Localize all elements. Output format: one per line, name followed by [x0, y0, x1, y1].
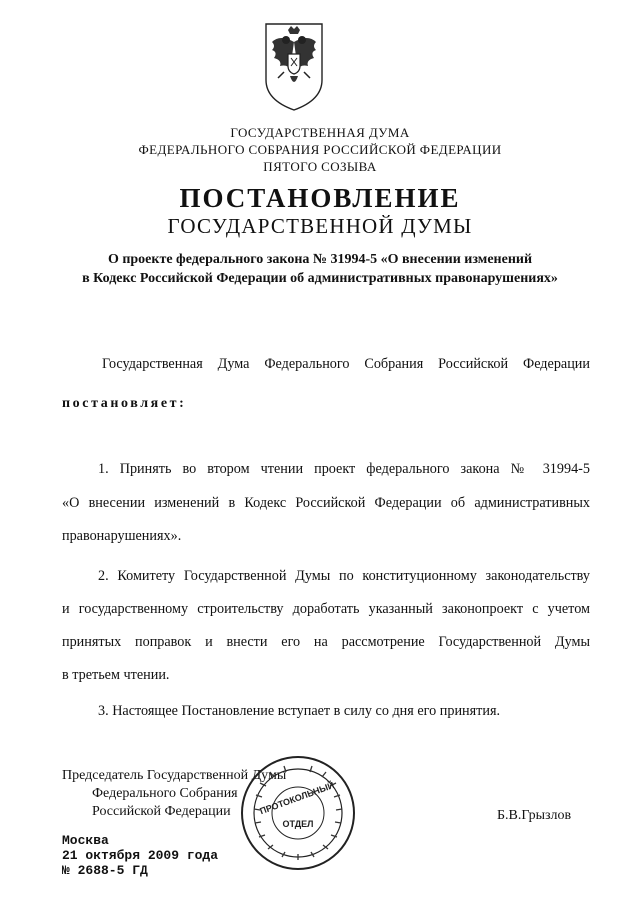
document-title: ПОСТАНОВЛЕНИЕ — [179, 183, 461, 213]
paragraph-3: 3. Настоящее Постановление вступает в силу со дня его принятия. — [98, 703, 501, 719]
signatory-name: Б.В.Грызлов — [497, 808, 572, 823]
intro-text: Государственная Дума Федерального Собрания Российской Федерации — [102, 356, 590, 372]
signatory-title-line-2: Федерального Собрания — [92, 786, 238, 801]
signatory-title-line-1: Председатель Государственной Думы — [62, 768, 287, 783]
coat-of-arms-emblem — [258, 20, 330, 112]
paragraph-1-line-2: «О внесении изменений в Кодекс Российской Федерации об административных — [62, 495, 590, 511]
paragraph-2-line-3: принятых поправок и внести его на рассмотрение Государственной Думы — [62, 634, 590, 650]
paragraph-2-line-1: 2. Комитету Государственной Думы по конституционному законодательству — [98, 568, 590, 584]
paragraph-1-line-3: правонарушениях». — [62, 528, 182, 544]
signatory-title-line-3: Российской Федерации — [92, 804, 231, 819]
round-stamp — [238, 753, 358, 873]
topic-line-1: О проекте федерального закона № 31994-5 «О внесении изменений — [107, 252, 533, 267]
footer-date: 21 октября 2009 года — [62, 848, 219, 863]
stamp-dept-label: ОТДЕЛ — [282, 819, 314, 829]
header-line-2: ФЕДЕРАЛЬНОГО СОБРАНИЯ РОССИЙСКОЙ ФЕДЕРАЦИИ — [138, 142, 502, 157]
stamp-center-label: ПРОТОКОЛЬНЫЙ — [258, 780, 336, 817]
footer-number: № 2688-5 ГД — [62, 863, 148, 878]
header-line-3: ПЯТОГО СОЗЫВА — [263, 159, 377, 174]
footer-city: Москва — [62, 833, 109, 848]
topic-line-2: в Кодекс Российской Федерации об административных правонарушениях» — [82, 271, 558, 286]
document-subtitle: ГОСУДАРСТВЕННОЙ ДУМЫ — [167, 214, 473, 238]
paragraph-2-line-2: и государственному строительству доработать указанный законопроект с учетом — [62, 601, 590, 617]
paragraph-1-line-1: 1. Принять во втором чтении проект федерального закона № 31994-5 — [98, 461, 590, 477]
decree-word: постановляет: — [62, 396, 187, 411]
paragraph-2-line-4: в третьем чтении. — [62, 667, 170, 683]
header-line-1: ГОСУДАРСТВЕННАЯ ДУМА — [230, 125, 410, 140]
